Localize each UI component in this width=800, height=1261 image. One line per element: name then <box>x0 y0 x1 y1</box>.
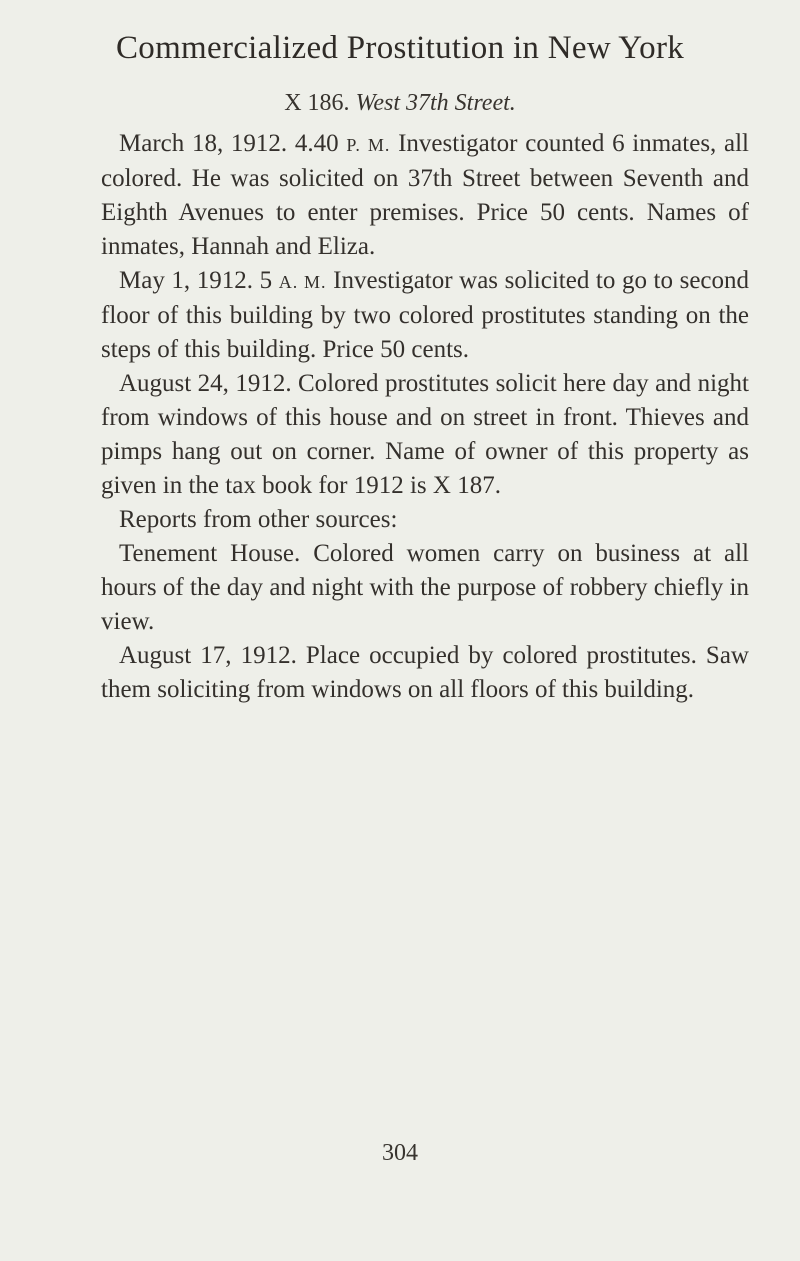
entry-date: May 1, 1912. 5 <box>119 267 273 294</box>
body-text <box>101 127 749 707</box>
time-suffix: A. M. <box>278 272 327 292</box>
page-number: 304 <box>382 1140 418 1166</box>
entry-date: March 18, 1912. 4.40 <box>119 130 339 157</box>
paragraph-reports-heading: Reports from other sources: <box>119 506 398 533</box>
paragraph-august-24: August 24, 1912. Colored prostitutes solicit here day and night from windows of this house and on street in front. Thieves and pimps hang out on corner. Name of owner of this property as given in the tax book for 1912 is X 187. <box>101 370 749 499</box>
section-heading <box>0 90 800 117</box>
entry-text: Investigator was solicited to go to second floor of this building by two colored prostitutes standing on the steps of this building. Price 50 cents. <box>101 267 750 363</box>
time-suffix: P. M. <box>346 135 391 155</box>
paragraph-march-18 <box>101 127 749 264</box>
paragraph-august-17: August 17, 1912. Place occupied by colored prostitutes. Saw them soliciting from windows on all floors of this building. <box>101 642 749 703</box>
paragraph-tenement-house: Tenement House. Colored women carry on business at all hours of the day and night with the purpose of robbery chiefly in view. <box>101 540 749 635</box>
section-number: X 186. <box>284 90 350 116</box>
section-address: West 37th Street. <box>355 90 516 116</box>
paragraph-may-1 <box>101 264 749 367</box>
entry-text: Investigator counted 6 inmates, all colored. He was solicited on 37th Street between Seventh and Eighth Avenues to enter premises. Price 50 cents. Names of inmates, Hannah and Eliza. <box>101 130 750 260</box>
running-head: Commercialized Prostitution in New York <box>115 30 685 66</box>
